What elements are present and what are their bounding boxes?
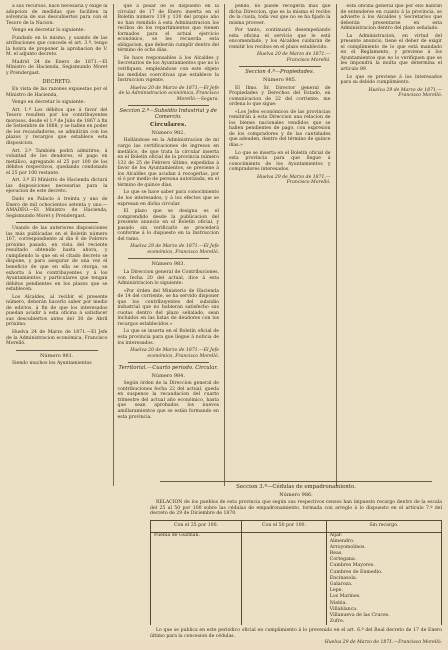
town-name: Puebla de Guzman.: [154, 532, 200, 538]
notice-number: Número 984.: [151, 372, 185, 379]
town-name: Los Marines.: [329, 594, 361, 600]
dateline: Huelva 20 de Marzo de 1871.—El Jefe de la Administracion económica, Francisco Morelló.—Segura.: [118, 85, 219, 102]
column-4: [336, 4, 443, 486]
divider: [239, 66, 321, 67]
section-heading: Seccion 3.ª—Cédulas de empadronamiento.: [236, 484, 356, 490]
decree-heading: DECRETO.: [42, 78, 72, 85]
town-name: Cumbres Mayores.: [329, 563, 375, 569]
paragraph: El plazo que se designa es el comprendido desde la publicacion del presente anuncio en el Boletín oficial, y pasado sin verificarlo se procederá conforme á lo dispuesto en la Instruccion del ramo.: [117, 209, 219, 242]
dateline: Huelva 24 de Marzo de 1871.—El Jefe de la Administracion económica, Francisco Morelló.: [6, 329, 108, 347]
town-name: Encinasola.: [329, 575, 358, 581]
article: Art. 2.º También podrá admitirse, á voluntad de los deudores, el pago en metálico, agregando el 25 por 100 de los débitos respectivos, quedando condonado el 25 por 100 restante.: [6, 148, 108, 176]
paragraph: Fundado en lo mismo, y usando de las atribuciones que concede el art. 3.º, tengo la honra de proponer la aprobacion de V. M. el adjunto decreto.: [6, 35, 108, 58]
notice-number: Número 983.: [151, 261, 185, 268]
article: Art. 1.º Los débitos que á favor del Tesoro resulten por los contribuyentes morosos, desde el 1.º de Julio de 1867 á fin de Setiembre de 1868, y se hallen en poder de los recaudadores, se admitirán con los plazos y recargos que establece esta disposicion.: [6, 107, 108, 147]
paragraph: Siendo muchos los Ayuntamientos: [12, 361, 92, 367]
column-header: Con el 50 por 100.: [242, 520, 327, 532]
dateline: Huelva 29 de Marzo de 1871.—Francisco Morelló.: [368, 87, 442, 99]
column-1: [6, 4, 108, 486]
paragraph: En vista de las razones expuestas por el Ministro de Hacienda,: [6, 87, 108, 98]
divider: [160, 481, 432, 482]
dateline: Huelva 29 de Marzo de 1871.—Francisco Morelló.: [324, 640, 442, 646]
dateline: Huelva 29 de Marzo de 1871.—El Jefe económico, Francisco Morelló.: [130, 244, 219, 255]
paragraph: Lo que se inserta en el Boletín oficial de esta provincia para que llegue á conocimiento de los Ayuntamientos y compradores interesados.: [229, 150, 331, 173]
divider: [128, 258, 210, 259]
town-name: Lepe.: [329, 588, 343, 594]
section-subheading: Circulares.: [149, 122, 187, 129]
divider: [16, 350, 98, 351]
municipalities-table: [150, 520, 442, 626]
town-name: Cortegana.: [329, 557, 357, 563]
paragraph: Vengo en decretar lo siguiente:: [12, 100, 85, 106]
paragraph: Hallándose en la Administracion de mi cargo las certificaciones de ingresos en metálico, de que trata la circular inserta en el Boletín oficial de la provincia número 132 de 25 de Febrero último, expedidas á favor de los Ayuntamientos, se previene á los Alcaldes que acudan á recogerlas, por sí ó por medio de persona autorizada, en el término de quince días.: [117, 138, 219, 188]
cedulas-section: [150, 478, 442, 650]
paragraph: La Administracion, en virtud del presente anuncio, tiene el deber de exigir el cumplimiento de lo que está mandado en el Reglamento, y previene á los Ayuntamientos que no lo verifiquen que se les impondrá la multa que determina el artículo 89.: [340, 33, 442, 73]
towns-25-cell: [151, 532, 242, 625]
paragraph: Según órden de la Direccion general de contribuciones fecha 22 del actual, queda en suspenso la recaudacion del cuarto trimestre del actual año económico, hasta que sean aprobados los nuevos amillaramientos que se están formando en esta provincia.: [117, 381, 219, 420]
column-2: [113, 4, 220, 486]
notice-number: Número 986.: [279, 491, 313, 498]
section-heading: Territorial.—Cuarto periodo. Circular.: [118, 365, 218, 372]
paragraph: Por tanto, continuará desempeñando esta oficina el servicio que le está encomendado, y los Alcaldes cuidarán de remitir los recibos en el plazo establecido.: [229, 28, 331, 50]
paragraph: que á pesar de lo dispuesto en la circular de 17 de Enero inserta en el Boletín número 119 y 130 del propio año no han remitido á esta Administracion los recibos de los repartimientos que vienen formados para el actual ejercicio económico, se les recuerda esta obligacion, que deberán cumplir dentro del término de ocho días.: [117, 4, 219, 54]
relation-intro: RELACION de los pueblos de esta provincia que según sus respectivos censos han impuesto recargo dentro de la escala del 25 al 50 por 100 sobre las cédulas de empadronamiento, formada con arreglo á lo dispuesto en el artículo 7.º del decreto de 29 de Diciembre de 1870.: [150, 500, 442, 516]
town-name: Beas.: [329, 551, 343, 557]
town-name: Aljar.: [329, 532, 343, 538]
column-3: [224, 4, 331, 486]
article: Art. 3.º El Ministro de Hacienda dictará las disposiciones necesarias para la ejecucion de este decreto.: [6, 178, 108, 195]
column-header: Con el 25 por 100.: [151, 520, 242, 532]
paragraph: El Ilmo. Sr. Director general de Propiedades y Derechos del Estado, en comunicacion de 22 del corriente, me ordena lo que sigue:: [229, 85, 331, 108]
paragraph: La Direccion general de Contribuciones, con fecha 20 del actual, dice á esta Administracion lo siguiente:: [117, 269, 219, 287]
notice-number: Número 982.: [151, 129, 185, 136]
paragraph: Vengo en decretar lo siguiente:: [12, 28, 85, 34]
section-heading: Seccion 2.ª—Subsidio Industrial y de Comercio.: [119, 108, 217, 120]
dateline: Huelva 20 de Marzo de 1871.—Francisco Morelló.: [256, 52, 331, 63]
paragraph: Lo que se inserta en el Boletín oficial de esta provincia para que llegue á noticia de los interesados.: [117, 329, 219, 346]
table-row: [151, 532, 442, 625]
town-name: Arroyomolinos.: [329, 544, 366, 550]
divider: [16, 222, 98, 223]
town-name: Galaroza.: [329, 582, 353, 587]
table-header-row: [151, 520, 442, 532]
paragraph: «Por órden del Ministerio de Hacienda de 14 del corriente, se ha servido disponer que los contribuyentes del subsidio industrial que no hubieran satisfecho sus cuotas dentro del plazo señalado, sean incluidos en las listas de deudores con los recargos establecidos.»: [117, 288, 219, 327]
dateline: Huelva 29 de Marzo de 1871.—Francisco Morelló.: [256, 174, 331, 186]
divider: [128, 105, 210, 106]
town-name: Villanueva de las Cruces.: [329, 612, 390, 618]
town-name: Villablanca.: [329, 606, 358, 612]
paragraph: Se hace responsables á los Alcaldes y Secretarios de los Ayuntamientos que no lo verifiquen, empleándose con este objeto las medidas coercitivas que establece la Instruccion vigente.: [117, 55, 219, 84]
dateline: Huelva 20 de Marzo de 1871.—El Jefe económico, Francisco Morelló.: [130, 348, 219, 359]
town-name: Niebla.: [329, 600, 347, 606]
column-header: Sin recargo.: [326, 520, 441, 532]
dateline: Dado en Palacio á treinta y uno de Enero de mil ochocientos setenta y uno.—AMADEO.—El Ministro de Hacienda, Segismundo Moret y Prendergast.: [6, 196, 108, 219]
paragraph: Lo que se hace saber para conocimiento de los interesados, y á los efectos que se expresan en dicha circular.: [117, 190, 219, 207]
town-name: Cumbres de Enmedio.: [329, 569, 383, 575]
section-heading: Seccion 4.ª—Propiedades.: [245, 69, 315, 76]
divider: [128, 362, 210, 363]
paragraph: «Los Jefes económicos de las provincias remitirán á esta Direccion una relacion de los bienes nacionales vendidos que se hallen pendientes de pago, con expresion de los compradores y de las cantidades que adeuden, dentro del término de quince días.»: [229, 109, 331, 149]
notice-number: Número 981.: [40, 352, 74, 359]
paragraph: esta oficina general que por ello habrán de entenderse en cuanto á la provincia, se advierte á los Alcaldes y Secretarios que deberán presentarse en esta Administracion dentro del plazo señalado.: [340, 4, 442, 32]
paragraph: Los Alcaldes, al recibir el presente número, deberán hacerlo saber por medio de edictos, á fin de que los interesados puedan acudir á esta oficina á satisfacer sus descubiertos antes del 30 de Abril próximo.: [6, 294, 108, 328]
paragraph: Lo que se previene á los interesados para su debido cumplimiento.: [340, 74, 442, 86]
towns-50-cell: [242, 532, 327, 625]
town-name: Zufre.: [329, 619, 345, 625]
towns-none-cell: [326, 532, 441, 625]
town-name: Almendro.: [329, 538, 355, 544]
notice-number: Número 985.: [263, 77, 297, 84]
paragraph: á sus recursos, hace necesaria y exige la adopcion de medidas que faciliten la solvencia de sus descubiertos para con el Tesoro de la Nacion:: [6, 4, 108, 26]
paragraph: Usando de las anteriores disposiciones las más publicadas en el Boletín número 167, correspondiente al dia 6 de Febrero próximo pasado, en vista del reciente resultado obtenido hasta ahora, y cumpliendo lo que en el citado decreto se dispone, y para asegurar de una vez el beneficio de que en ella se otorga, se exhorta á los contribuyentes y á los Ayuntamientos y particulares que tengan débitos pendientes en los plazos que se establecen.: [6, 226, 108, 293]
dateline: Madrid 24 de Enero de 1871.—El Ministro de Hacienda, Segismundo Moret y Prendergast.: [6, 59, 108, 77]
paragraph: pendo, no puede recogerla más que dicha Direccion, que es la misma el recibo de la cuota, toda vez que no se ha fijado la misma proveer.: [229, 4, 331, 26]
closing-note: Lo que se publica en este periódico oficial en cumplimiento á lo prevenido en el art. 6.º del Real decreto de 17 de Enero último para la concesion de cédulas.: [150, 628, 442, 639]
text-columns: [6, 4, 442, 486]
